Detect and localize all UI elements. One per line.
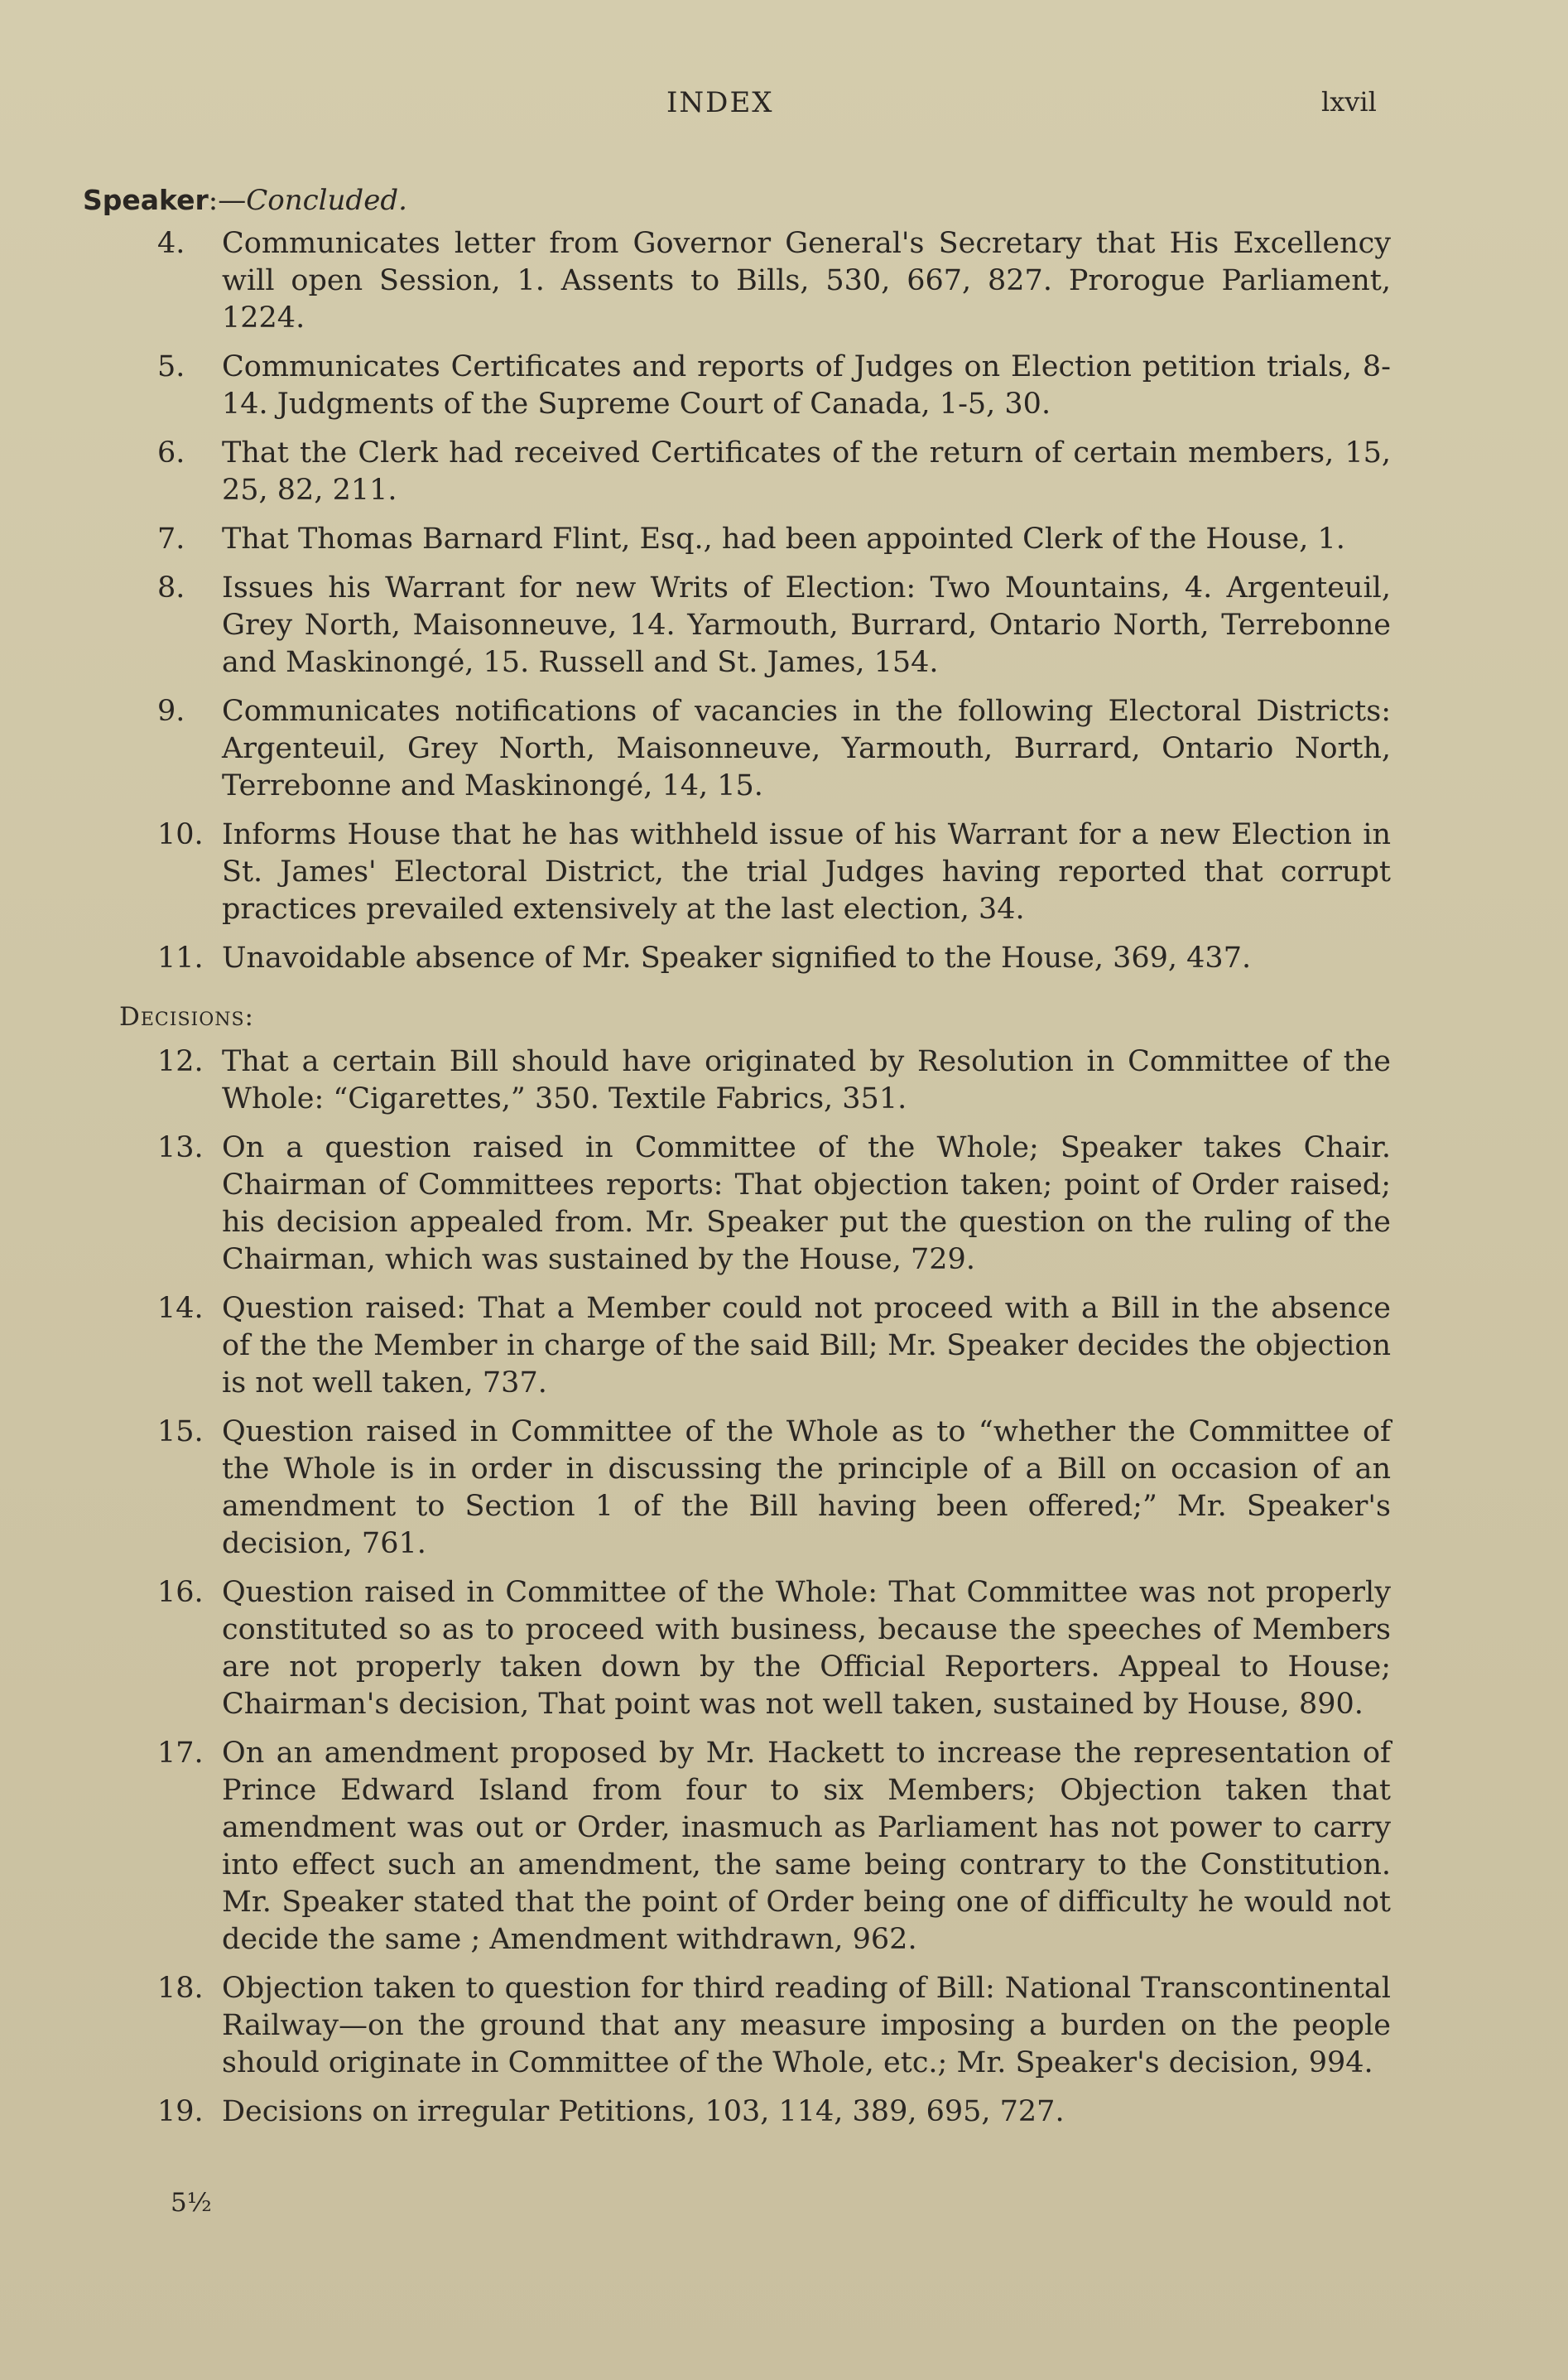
index-entry <box>157 1130 1391 1279</box>
entry-text: That the Clerk had received Certificates of the return of certain members, 15, 25, 82, 211. <box>222 436 1391 507</box>
index-entries <box>119 225 1391 2142</box>
entry-text: Communicates Certificates and reports of Judges on Election petition trials, 8-14. Judgments of the Supreme Court of Canada, 1-5, 30. <box>222 350 1391 421</box>
index-entry <box>157 435 1391 509</box>
entry-text: Question raised: That a Member could not proceed with a Bill in the absence of the the Member in charge of the said Bill; Mr. Speaker decides the objection is not well taken, 737. <box>222 1292 1391 1400</box>
page-title: INDEX <box>666 86 774 119</box>
entry-text: Objection taken to question for third reading of Bill: National Transcontinental Railway—on the ground that any measure imposing a burden on the people should originate in Committee of the Whole, etc.; Mr. Speaker's decision, 994. <box>222 1972 1391 2079</box>
section-name: Speaker <box>83 184 209 216</box>
entry-number: 9. <box>157 695 185 728</box>
index-entry <box>157 2093 1391 2131</box>
entry-number: 19. <box>157 2095 204 2128</box>
index-entry <box>157 693 1391 805</box>
entries-group-decisions <box>157 1043 1391 2131</box>
entry-text: On an amendment proposed by Mr. Hackett to increase the representation of Prince Edward Island from four to six Members; Objection taken that amendment was out or Order, inasmuch as Parliament has not power to carry into effect such an amendment, the same being contrary to the Constitution. Mr. Speaker stated that the point of Order being one of difficulty he would not decide the same ; Amendment withdrawn, 962. <box>222 1737 1391 1956</box>
entry-number: 15. <box>157 1415 204 1448</box>
index-entry <box>157 1970 1391 2082</box>
entry-text: Decisions on irregular Petitions, 103, 114, 389, 695, 727. <box>222 2095 1065 2128</box>
section-heading <box>83 184 407 217</box>
entry-text: Informs House that he has withheld issue of his Warrant for a new Election in St. James' Electoral District, the trial Judges having reported that corrupt practices prevailed extensively at the last election, 34. <box>222 818 1391 926</box>
index-entry <box>157 817 1391 928</box>
entry-number: 14. <box>157 1292 204 1325</box>
decisions-subheading: Decisions: <box>119 1002 255 1032</box>
page-number: lxvil <box>1321 86 1377 118</box>
entry-text: That a certain Bill should have originated by Resolution in Committee of the Whole: “Cigarettes,” 350. Textile Fabrics, 351. <box>222 1045 1391 1115</box>
index-entry <box>157 1735 1391 1958</box>
index-entry <box>157 349 1391 423</box>
entry-number: 7. <box>157 523 185 556</box>
entry-text: Communicates letter from Governor General's Secretary that His Excellency will open Session, 1. Assents to Bills, 530, 667, 827. Prorogue Parliament, 1224. <box>222 227 1391 335</box>
entry-number: 6. <box>157 436 185 470</box>
index-entry <box>157 1290 1391 1402</box>
section-separator: :— <box>208 184 247 217</box>
entry-number: 17. <box>157 1737 204 1770</box>
index-entry <box>157 940 1391 977</box>
entry-number: 5. <box>157 350 185 383</box>
entry-text: Question raised in Committee of the Whole: That Committee was not properly constituted so as to proceed with business, because the speeches of Members are not properly taken down by the Official Reporters. Appeal to House; Chairman's decision, That point was not well taken, sustained by House, 890. <box>222 1576 1391 1721</box>
entry-number: 11. <box>157 942 204 975</box>
index-entry <box>157 1414 1391 1563</box>
index-entry <box>157 225 1391 337</box>
entry-number: 4. <box>157 227 185 260</box>
entries-group-general <box>157 225 1391 977</box>
page-header <box>0 86 1568 128</box>
entry-number: 16. <box>157 1576 204 1609</box>
index-entry <box>157 1574 1391 1723</box>
entry-text: Unavoidable absence of Mr. Speaker signified to the House, 369, 437. <box>222 942 1252 975</box>
signature-mark: 5½ <box>171 2188 212 2218</box>
entry-number: 10. <box>157 818 204 851</box>
entry-number: 13. <box>157 1131 204 1164</box>
index-entry <box>157 570 1391 682</box>
entry-number: 12. <box>157 1045 204 1078</box>
index-entry <box>157 1043 1391 1118</box>
entry-text: On a question raised in Committee of the Whole; Speaker takes Chair. Chairman of Committees reports: That objection taken; point of Order raised; his decision appealed from. Mr. Speaker put the question on the ruling of the Chairman, which was sustained by the House, 729. <box>222 1131 1391 1276</box>
entry-text: Issues his Warrant for new Writs of Election: Two Mountains, 4. Argenteuil, Grey North, Maisonneuve, 14. Yarmouth, Burrard, Ontario North, Terrebonne and Maskinongé, 15. Russell and St. James, 154. <box>222 571 1391 679</box>
index-entry <box>157 521 1391 558</box>
entry-text: Question raised in Committee of the Whole as to “whether the Committee of the Whole is in order in discussing the principle of a Bill on occasion of an amendment to Section 1 of the Bill having been offered;” Mr. Speaker's decision, 761. <box>222 1415 1391 1560</box>
entry-text: Communicates notifications of vacancies in the following Electoral Districts: Argenteuil, Grey North, Maisonneuve, Yarmouth, Burrard, Ontario North, Terrebonne and Maskinongé, 14, 15. <box>222 695 1391 802</box>
section-qualifier: Concluded. <box>246 184 407 217</box>
entry-text: That Thomas Barnard Flint, Esq., had been appointed Clerk of the House, 1. <box>222 523 1345 556</box>
entry-number: 8. <box>157 571 185 605</box>
entry-number: 18. <box>157 1972 204 2005</box>
